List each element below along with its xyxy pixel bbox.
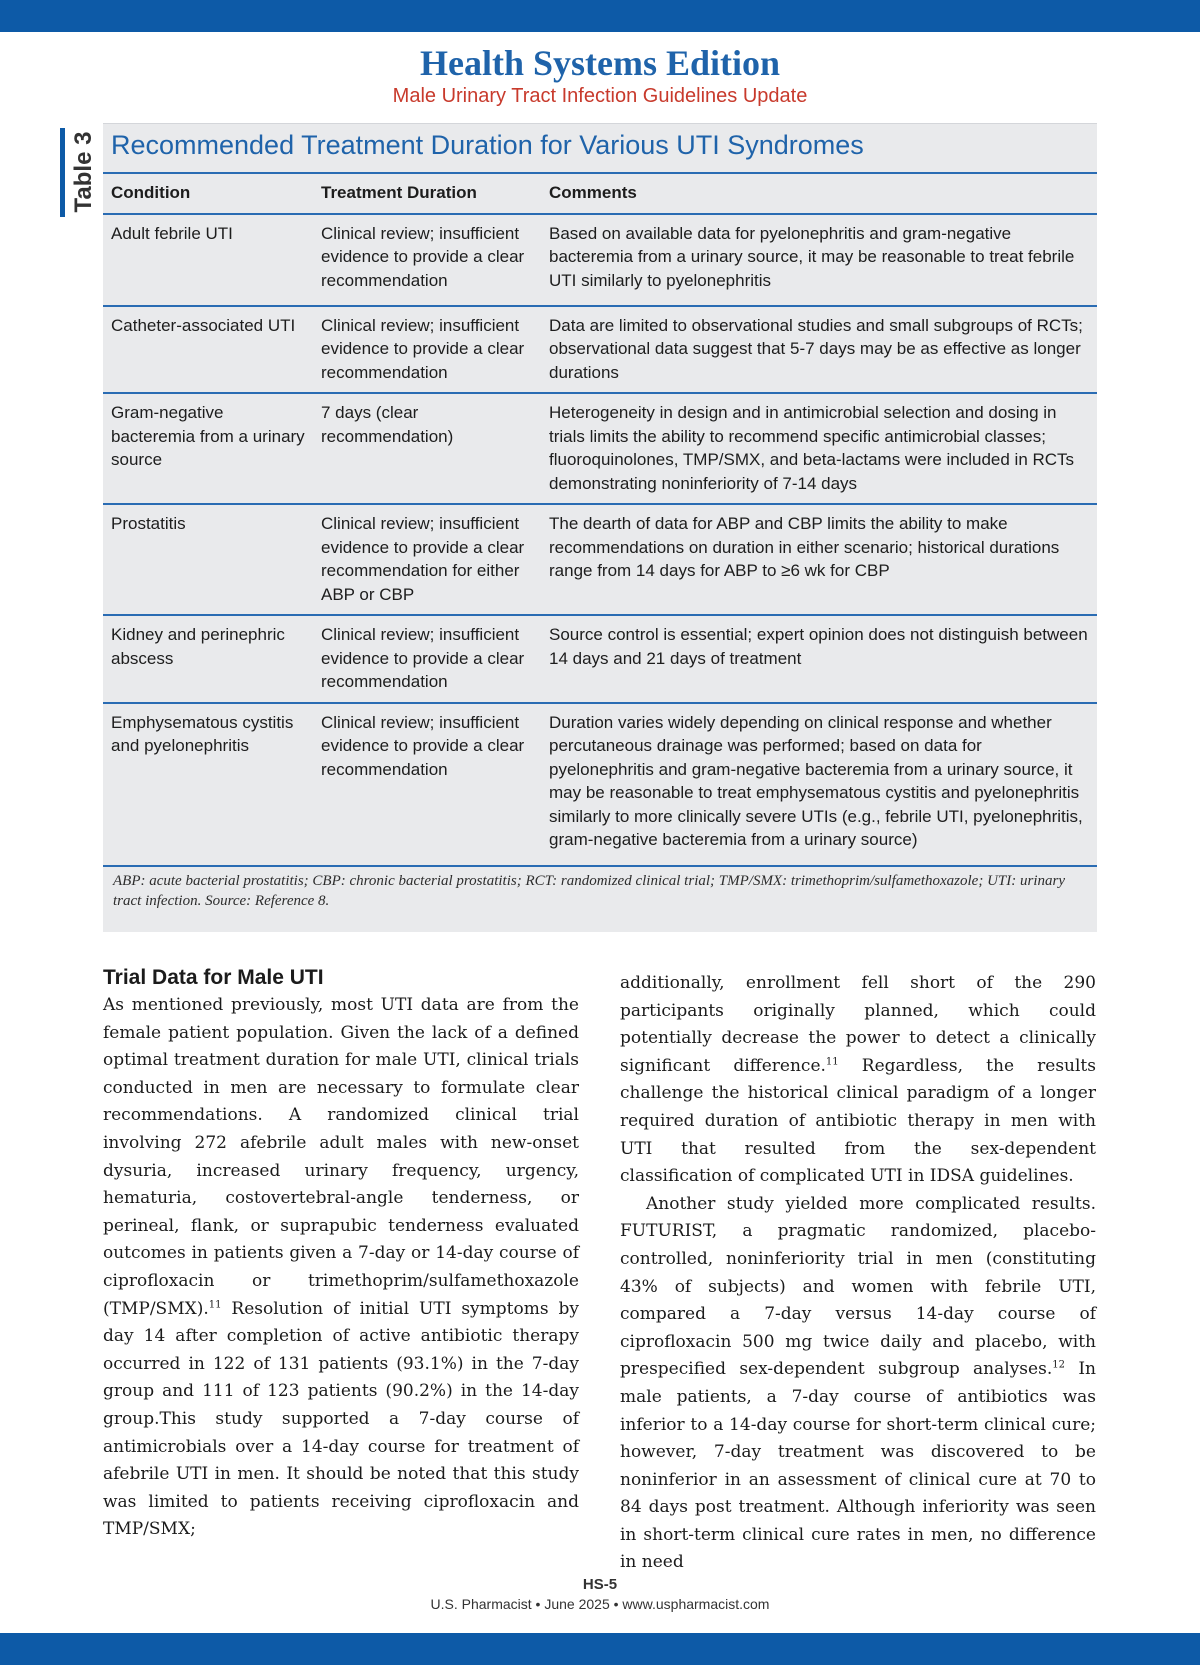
table-row: [103, 504, 1097, 615]
column-header-condition: Condition: [103, 173, 313, 214]
reference-superscript: 11: [208, 1298, 222, 1310]
table-footnote: ABP: acute bacterial prostatitis; CBP: chronic bacterial prostatitis; RCT: randomized clinical trial; TMP/SMX: trimethoprim/sulfamethoxazole; UTI: urinary tract infection. Source: Reference 8.: [113, 873, 1065, 909]
condition-cell: Prostatitis: [103, 504, 313, 615]
body-paragraph: [620, 1191, 1096, 1577]
duration-cell: Clinical review; insufficient evidence to provide a clear recommendation: [313, 615, 541, 703]
article-column-right: [620, 970, 1096, 1577]
duration-cell: Clinical review; insufficient evidence to provide a clear recommendation: [313, 703, 541, 866]
condition-cell: Gram-negative bacteremia from a urinary source: [103, 393, 313, 504]
paragraph-text: As mentioned previously, most UTI data are from the female patient population. Given the lack of a defined optimal treatment duration for male UTI, clinical trials conducted in men are necessary to formulate clear recommendations. A randomized clinical trial involving 272 afebrile adult males with new-onset dysuria, increased urinary frequency, urgency, hematuria, costovertebral-angle tenderness, or perineal, flank, or suprapubic tenderness evaluated outcomes in patients given a 7-day or 14-day course of ciprofloxacin or trimethoprim/sulfamethoxazole (TMP/SMX).: [103, 995, 579, 1319]
body-paragraph: [620, 970, 1096, 1191]
paragraph-text: additionally, enrollment fell short of the 290 participants originally planned, which could potentially decrease the power to detect a clinically significant difference.: [620, 973, 1096, 1076]
comments-cell: Duration varies widely depending on clinical response and whether percutaneous drainage was performed; based on data for pyelonephritis and gram-negative bacteremia from a urinary source, it may be reasonable to treat emphysematous cystitis and pyelonephritis similarly to more clinically severe UTIs (e.g., febrile UTI, pyelonephritis, gram-negative bacteremia from a urinary source): [541, 703, 1097, 866]
table-row: [103, 703, 1097, 866]
page-header: [0, 43, 1200, 108]
column-header-comments: Comments: [541, 173, 1097, 214]
duration-cell: Clinical review; insufficient evidence to provide a clear recommendation: [313, 214, 541, 306]
body-paragraph: [103, 992, 579, 1544]
page-number: HS-5: [582, 1576, 618, 1593]
condition-cell: Emphysematous cystitis and pyelonephritis: [103, 703, 313, 866]
comments-cell: The dearth of data for ABP and CBP limits the ability to make recommendations on duration in either scenario; historical durations range from 14 days for ABP to ≥6 wk for CBP: [541, 504, 1097, 615]
paragraph-text: Regardless, the results challenge the historical clinical paradigm of a longer required duration of antibiotic therapy in men with UTI that resulted from the sex-dependent classification of complicated UTI in IDSA guidelines.: [620, 1055, 1096, 1187]
page-footer: [0, 1576, 1200, 1613]
comments-cell: Based on available data for pyelonephritis and gram-negative bacteremia from a urinary source, it may be reasonable to treat febrile UTI similarly to pyelonephritis: [541, 214, 1097, 306]
condition-cell: Kidney and perinephric abscess: [103, 615, 313, 703]
table-tab-bar: [60, 128, 65, 217]
table-header-row: [103, 173, 1097, 214]
condition-cell: Catheter-associated UTI: [103, 306, 313, 394]
duration-cell: Clinical review; insufficient evidence to provide a clear recommendation for either ABP or CBP: [313, 504, 541, 615]
table-row: [103, 214, 1097, 306]
paragraph-text: Another study yielded more complicated results. FUTURIST, a pragmatic randomized, placebo-controlled, noninferiority trial in men (constituting 43% of subjects) and women with febrile UTI, compared a 7-day versus 14-day course of ciprofloxacin 500 mg twice daily and placebo, with prespecified sex-dependent subgroup analyses.: [620, 1193, 1096, 1380]
table-row: [103, 306, 1097, 394]
comments-cell: Heterogeneity in design and in antimicrobial selection and dosing in trials limits the ability to recommend specific antimicrobial classes; fluoroquinolones, TMP/SMX, and beta-lactams were included in RCTs demonstrating noninferiority of 7-14 days: [541, 393, 1097, 504]
table-row: [103, 615, 1097, 703]
paragraph-text: In male patients, a 7-day course of antibiotics was inferior to a 14-day course for short-term clinical cure; however, 7-day treatment was discovered to be noninferior in an assessment of clinical cure at 70 to 84 days post treatment. Although inferiority was seen in short-term clinical cure rates in men, no difference in need: [620, 1359, 1096, 1573]
reference-superscript: 11: [825, 1056, 839, 1068]
reference-superscript: 12: [1052, 1359, 1065, 1371]
bottom-color-band: [0, 1633, 1200, 1665]
comments-cell: Data are limited to observational studies and small subgroups of RCTs; observational data suggest that 5-7 days may be as effective as longer durations: [541, 306, 1097, 394]
publication-line: U.S. Pharmacist • June 2025 • www.uspharmacist.com: [430, 1596, 770, 1612]
table-title: Recommended Treatment Duration for Various UTI Syndromes: [111, 130, 864, 160]
edition-title: Health Systems Edition: [419, 43, 781, 83]
condition-cell: Adult febrile UTI: [103, 214, 313, 306]
table-grid: [103, 172, 1097, 867]
duration-cell: Clinical review; insufficient evidence to provide a clear recommendation: [313, 306, 541, 394]
table-row: [103, 393, 1097, 504]
section-heading: Trial Data for Male UTI: [103, 966, 324, 989]
top-color-band: [0, 0, 1200, 32]
paragraph-text: Resolution of initial UTI symptoms by day 14 after completion of active antibiotic therapy occurred in 122 of 131 patients (93.1%) in the 7-day group and 111 of 123 patients (90.2%) in the 14-day group.This study supported a 7-day course of antimicrobials over a 14-day course for treatment of afebrile UTI in men. It should be noted that this study was limited to patients receiving ciprofloxacin and TMP/SMX;: [103, 1298, 579, 1540]
article-subtitle: Male Urinary Tract Infection Guidelines Update: [392, 85, 808, 107]
table-number-label: Table 3: [70, 131, 97, 213]
article-column-left: [103, 966, 579, 1544]
comments-cell: Source control is essential; expert opinion does not distinguish between 14 days and 21 days of treatment: [541, 615, 1097, 703]
duration-cell: 7 days (clear recommendation): [313, 393, 541, 504]
treatment-duration-table: [103, 123, 1097, 932]
column-header-duration: Treatment Duration: [313, 173, 541, 214]
